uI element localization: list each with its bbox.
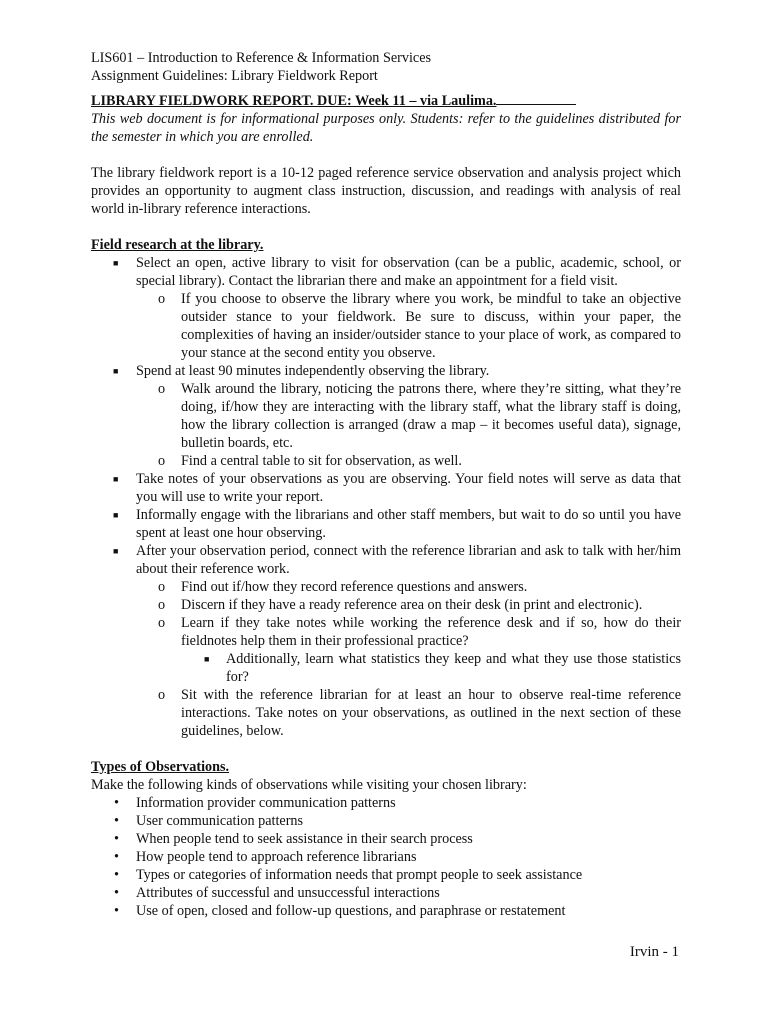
title-underline-blank: [496, 91, 576, 105]
circle-bullet-icon: o: [158, 453, 166, 469]
square-bullet-icon: ■: [113, 510, 119, 520]
observation-item: • Types or categories of information needs that prompt people to seek assistance: [114, 867, 583, 883]
circle-bullet-icon: o: [158, 579, 166, 595]
course-header: [91, 49, 681, 85]
dot-bullet-icon: •: [114, 849, 119, 865]
sub-list: [91, 578, 681, 740]
field-item: ■ After your observation period, connect with the reference librarian and ask to talk with her/him about their reference work. o Find out if/how they record reference questions and answers. o Discern if they have a ready reference area on their desk (in print and electronic). o Learn if they take notes while working the reference desk and if so, how do their fieldnotes help them in their professional practice? ■ Additionally, learn what statistics they keep and what they use those statistics for? o Sit with the reference librarian for at least an hour to observe real-time reference interactions. Take notes on your observations, as outlined in the next section of these guidelines, below.: [91, 542, 681, 740]
square-bullet-icon: ■: [204, 654, 210, 664]
sub-item: o Find out if/how they record reference questions and answers.: [158, 579, 528, 595]
sub-list: [91, 380, 681, 470]
square-bullet-icon: ■: [113, 474, 119, 484]
observations-heading: Types of Observations.: [91, 759, 230, 775]
observation-item: • Attributes of successful and unsuccessful interactions: [114, 885, 440, 901]
page-footer: Irvin - 1: [629, 944, 679, 960]
report-title-text: LIBRARY FIELDWORK REPORT. DUE: Week 11 – via Laulima.: [91, 93, 497, 109]
field-item: ■ Take notes of your observations as you are observing. Your field notes will serve as data that you will use to write your report.: [113, 471, 681, 505]
sub-item: o Find a central table to sit for observation, as well.: [158, 453, 462, 469]
square-bullet-icon: ■: [113, 258, 119, 268]
field-item: ■ Informally engage with the librarians and other staff members, but wait to do so until you have spent at least one hour observing.: [113, 507, 681, 541]
observation-item: • Information provider communication patterns: [114, 795, 396, 811]
observation-item: • Use of open, closed and follow-up questions, and paraphrase or restatement: [114, 903, 566, 919]
dot-bullet-icon: •: [114, 813, 119, 829]
disclaimer: This web document is for informational purposes only. Students: refer to the guidelines distributed for the semester in which you are enrolled.: [91, 111, 681, 145]
dot-bullet-icon: •: [114, 795, 119, 811]
sub-list: [91, 290, 681, 362]
field-research-list: [91, 254, 681, 740]
report-title: [91, 91, 681, 110]
sub-item: o Learn if they take notes while working the reference desk and if so, how do their fieldnotes help them in their professional practice? ■ Additionally, learn what statistics they keep and what they use those statistics for?: [158, 615, 681, 685]
observation-item: • How people tend to approach reference librarians: [114, 849, 417, 865]
observations-lead: Make the following kinds of observations while visiting your chosen library:: [91, 777, 527, 793]
observations-list: [91, 794, 681, 920]
sub-item: o If you choose to observe the library where you work, be mindful to take an objective outsider stance to your fieldwork. Be sure to discuss, within your paper, the complexities of having an insider/outsider stance to your place of work, as compared to your stance at the second entity you observe.: [158, 291, 681, 361]
square-bullet-icon: ■: [113, 546, 119, 556]
circle-bullet-icon: o: [158, 615, 166, 631]
dot-bullet-icon: •: [114, 903, 119, 919]
dot-bullet-icon: •: [114, 831, 119, 847]
circle-bullet-icon: o: [158, 381, 166, 397]
page-content: [91, 49, 681, 920]
dot-bullet-icon: •: [114, 867, 119, 883]
course-title: LIS601 – Introduction to Reference & Information Services: [91, 50, 432, 66]
observation-item: • User communication patterns: [114, 813, 304, 829]
field-item: ■ Select an open, active library to visit for observation (can be a public, academic, school, or special library). Contact the librarian there and make an appointment for a field visit. o If you choose to observe the library where you work, be mindful to take an objective outsider stance to your fieldwork. Be sure to discuss, within your paper, the complexities of having an insider/outsider stance to your place of work, as compared to your stance at the second entity you observe.: [91, 254, 681, 362]
sub-item: o Sit with the reference librarian for at least an hour to observe real-time reference interactions. Take notes on your observations, as outlined in the next section of these guidelines, below.: [158, 687, 681, 739]
circle-bullet-icon: o: [158, 597, 166, 613]
assignment-subtitle: Assignment Guidelines: Library Fieldwork Report: [91, 68, 378, 84]
sub-sub-item: ■ Additionally, learn what statistics they keep and what they use those statistics for?: [204, 651, 681, 685]
dot-bullet-icon: •: [114, 885, 119, 901]
sub-item: o Walk around the library, noticing the patrons there, where they’re sitting, what they’re doing, if/how they are interacting with the library staff, what the library staff is doing, how the library collection is arranged (draw a map – it becomes useful data), signage, bulletin boards, etc.: [158, 381, 681, 451]
circle-bullet-icon: o: [158, 291, 166, 307]
field-item: ■ Spend at least 90 minutes independently observing the library. o Walk around the library, noticing the patrons there, where they’re sitting, what they’re doing, if/how they are interacting with the library staff, what the library staff is doing, how the library collection is arranged (draw a map – it becomes useful data), signage, bulletin boards, etc. o Find a central table to sit for observation, as well.: [91, 362, 681, 470]
square-bullet-icon: ■: [113, 366, 119, 376]
sub-item: o Discern if they have a ready reference area on their desk (in print and electronic).: [158, 597, 643, 613]
observation-item: • When people tend to seek assistance in their search process: [114, 831, 473, 847]
circle-bullet-icon: o: [158, 687, 166, 703]
sub-sub-list: [181, 650, 681, 686]
field-research-heading: Field research at the library.: [91, 237, 264, 253]
intro-paragraph: The library fieldwork report is a 10-12 paged reference service observation and analysis project which provides an opportunity to augment class instruction, discussion, and readings with analysis of real world in-library reference interactions.: [91, 165, 681, 217]
